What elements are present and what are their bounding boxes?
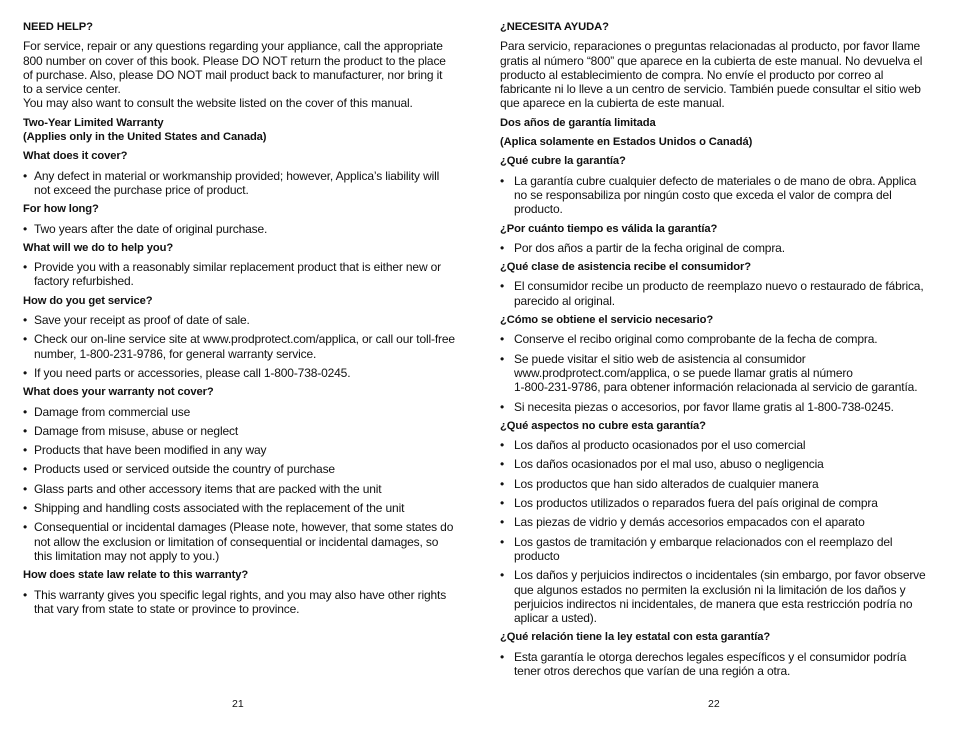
section-heading: ¿Qué aspectos no cubre esta garantía? xyxy=(500,419,706,432)
bullet-list xyxy=(23,169,455,198)
list-item: • Los daños y perjuicios indirectos o incidentales (sin embargo, por favor observe que algunos estados no permiten la exclusión ni la limitación de los daños y perjuicios indirectos ni incidentales, de manera que esta restricción podría no aplicar a usted). xyxy=(500,568,930,625)
list-item: • Por dos años a partir de la fecha original de compra. xyxy=(500,241,930,255)
list-item: • Se puede visitar el sitio web de asistencia al consumidor www.prodprotect.com/applica, o se puede llamar gratis al número 1-800-231-9786, para obtener información relacionada al servicio de garantía. xyxy=(500,352,930,395)
list-item: • Las piezas de vidrio y demás accesorios empacados con el aparato xyxy=(500,515,930,529)
list-item: • Products that have been modified in any way xyxy=(23,443,455,457)
bullet-list xyxy=(23,313,455,380)
section-heading: For how long? xyxy=(23,203,99,216)
list-item: • If you need parts or accessories, please call 1-800-738-0245. xyxy=(23,366,455,380)
section-heading: NEED HELP? xyxy=(23,21,93,33)
page-21-english xyxy=(23,20,455,621)
bullet-list xyxy=(23,588,455,617)
bullet-list xyxy=(23,222,455,236)
list-item: • Damage from misuse, abuse or neglect xyxy=(23,424,455,438)
section-heading: Dos años de garantía limitada xyxy=(500,116,656,129)
bullet-list xyxy=(23,260,455,289)
list-item: • Los productos utilizados o reparados fuera del país original de compra xyxy=(500,496,930,510)
list-item: • Glass parts and other accessory items that are packed with the unit xyxy=(23,482,455,496)
section-heading: What does it cover? xyxy=(23,150,128,163)
list-item: • This warranty gives you specific legal rights, and you may also have other rights that vary from state to state or province to province. xyxy=(23,588,455,617)
bullet-list xyxy=(500,438,930,625)
list-item: • Si necesita piezas o accesorios, por favor llame gratis al 1-800-738-0245. xyxy=(500,400,930,414)
section-heading: How does state law relate to this warranty? xyxy=(23,569,249,582)
section-heading: ¿Por cuánto tiempo es válida la garantía? xyxy=(500,222,718,235)
list-item: • Los gastos de tramitación y embarque relacionados con el reemplazo del producto xyxy=(500,535,930,564)
bullet-list xyxy=(500,241,930,255)
list-item: • Consequential or incidental damages (Please note, however, that some states do not allow the exclusion or limitation of consequential or incidental damages, so this limitation may not apply to you.) xyxy=(23,520,455,563)
paragraph: Para servicio, reparaciones o preguntas relacionadas al producto, por favor llame gratis al número “800” que aparece en la cubierta de este manual. No devuelva el producto al establecimiento de compra. No envíe el producto por correo al fabricante ni lo lleve a un centro de servicio. También puede consultar el sitio web que aparece en la cubierta de este manual. xyxy=(500,39,923,111)
section-heading: (Aplica solamente en Estados Unidos o Canadá) xyxy=(500,136,753,149)
list-item: • Any defect in material or workmanship provided; however, Applica’s liability will not exceed the purchase price of product. xyxy=(23,169,455,198)
page-22-spanish xyxy=(500,20,930,683)
list-item: • El consumidor recibe un producto de reemplazo nuevo o restaurado de fábrica, parecido al original. xyxy=(500,279,930,308)
section-heading: How do you get service? xyxy=(23,294,153,307)
list-item: • Shipping and handling costs associated with the replacement of the unit xyxy=(23,501,455,515)
section-heading: ¿Qué cubre la garantía? xyxy=(500,155,626,168)
bullet-list xyxy=(500,332,930,413)
list-item: • Check our on-line service site at www.prodprotect.com/applica, or call our toll-free number, 1-800-231-9786, for general warranty service. xyxy=(23,332,455,361)
paragraph: For service, repair or any questions regarding your appliance, call the appropriate 800 number on cover of this book. Please DO NOT return the product to the place of purchase. Also, please DO NOT mail product back to manufacturer, nor bring it to a service center. You may also want to consult the website listed on the cover of this manual. xyxy=(23,39,446,111)
bullet-list xyxy=(23,405,455,564)
section-heading: Two-Year Limited Warranty (Applies only in the United States and Canada) xyxy=(23,116,267,144)
section-heading: ¿Qué clase de asistencia recibe el consumidor? xyxy=(500,261,751,274)
list-item: • Products used or serviced outside the country of purchase xyxy=(23,462,455,476)
bullet-list xyxy=(500,650,930,679)
list-item: • Damage from commercial use xyxy=(23,405,455,419)
list-item: • Provide you with a reasonably similar replacement product that is either new or factory refurbished. xyxy=(23,260,455,289)
section-heading: What will we do to help you? xyxy=(23,241,174,254)
page-number-right: 22 xyxy=(708,698,720,710)
list-item: • Save your receipt as proof of date of sale. xyxy=(23,313,455,327)
bullet-list xyxy=(500,174,930,217)
list-item: • La garantía cubre cualquier defecto de materiales o de mano de obra. Applica no se responsabiliza por ningún costo que exceda el valor de compra del producto. xyxy=(500,174,930,217)
page-number-left: 21 xyxy=(232,698,244,710)
list-item: • Two years after the date of original purchase. xyxy=(23,222,455,236)
section-heading: ¿NECESITA AYUDA? xyxy=(500,21,609,33)
section-heading: ¿Cómo se obtiene el servicio necesario? xyxy=(500,314,714,327)
section-heading: What does your warranty not cover? xyxy=(23,386,214,399)
list-item: • Los daños al producto ocasionados por el uso comercial xyxy=(500,438,930,452)
list-item: • Conserve el recibo original como comprobante de la fecha de compra. xyxy=(500,332,930,346)
bullet-list xyxy=(500,279,930,308)
list-item: • Los daños ocasionados por el mal uso, abuso o negligencia xyxy=(500,457,930,471)
list-item: • Los productos que han sido alterados de cualquier manera xyxy=(500,477,930,491)
section-heading: ¿Qué relación tiene la ley estatal con esta garantía? xyxy=(500,631,771,644)
list-item: • Esta garantía le otorga derechos legales específicos y el consumidor podría tener otros derechos que varían de una región a otra. xyxy=(500,650,930,679)
